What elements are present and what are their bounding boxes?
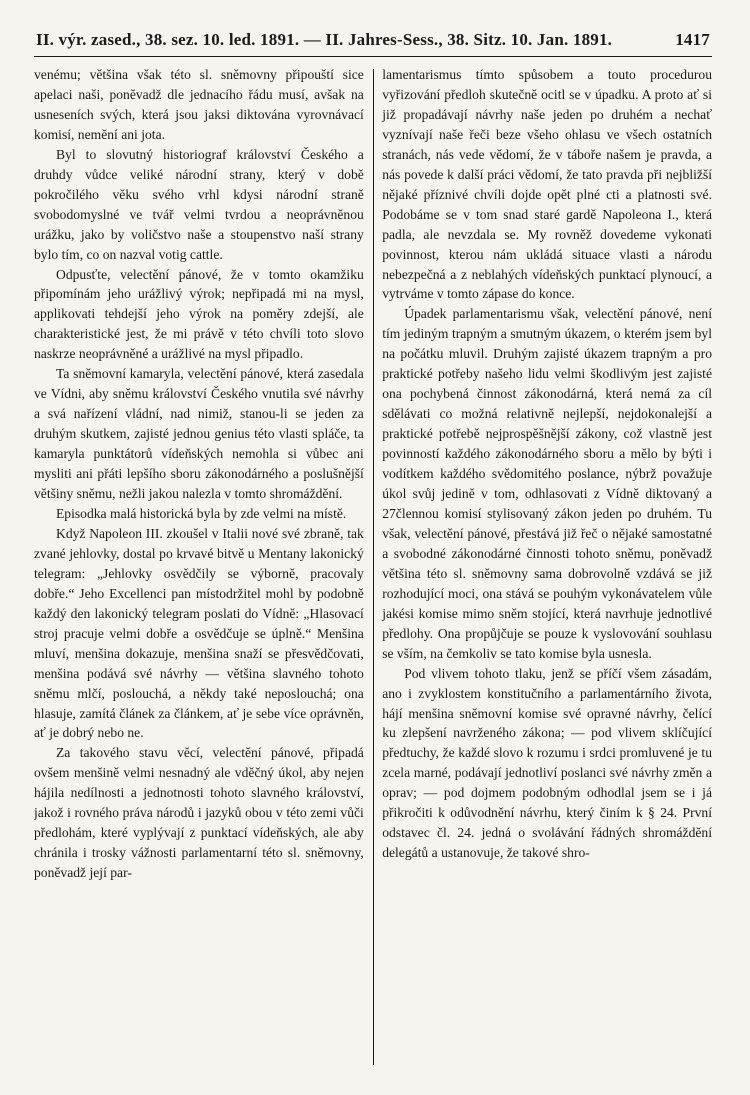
paragraph: Za takového stavu věcí, velectění pánové, připadá ovšem menšině velmi nesnadný ale vděčný úkol, aby nejen hájila nedílnosti a jednotnosti tohoto slavného království, jakož i rovného práva národů i jazyků obou v této zemi vůči předlohám, které vyplývají z punktací vídeňských, ale aby chránila i trosky vážnosti parlamentarní této sl. sněmovny, poněvadž její par- [34,745,364,881]
paragraph: Episodka malá historická byla by zde velmi na místě. [56,505,347,521]
paragraph: venému; většina však této sl. sněmovny připouští sice apelaci naši, poněvadž dle jednacího řádu musí, avšak na usneseních svých, která jsou jaksi diktována vyrovnávací komisí, nemění ani jota. [34,67,364,142]
header-session-info: II. výr. zased., 38. sez. 10. led. 1891. — II. Jahres-Sess., 38. Sitz. 10. Jan. 1891. [36,30,613,49]
paragraph: Byl to slovutný historiograf království Českého a druhdy vůdce veliké národní strany, který v době pokročilého věku svého vrhl kdysi národní straně svobodomyslné ve tvář velmi tvrdou a neoprávněnou urážku, jako by voličstvo naše a stoupenstvo naší strany bylo tím, co on nazval votig cattle. [34,146,364,262]
paragraph: Pod vlivem tohoto tlaku, jenž se příčí všem zásadám, ano i zvyklostem konstitučního a parlamentárního života, hájí menšina sněmovní komise své opravné návrhy, čelící ku zlepšení navrženého zákona; — pod vlivem sklíčující předtuchy, že každé slovo k rozumu i srdci promluvené je tu zcela marné, podávají jednotliví poslanci své návrhy změn a oprav; — pod dojmem podobným odhodlal jsem se i já přikročiti k odůvodnění návrhu, který činím k § 24. První odstavec čl. 24. jedná o svolávání řádných shromáždění delegátů a ustanovuje, že takové shro- [382,665,712,861]
left-column [34,65,373,1075]
paragraph: Odpusťte, velectění pánové, že v tomto okamžiku připomínám jeho urážlivý výrok; nepřipadá mi na mysl, applikovati tehdejší jeho výrok na poměry zdejší, ale charakteristické jest, že mi právě v této chvíli toto slovo naskrze neoprávněné a urážlivé na mysl připadlo. [34,266,364,362]
page-number: 1417 [675,30,710,49]
paragraph: Úpadek parlamentarismu však, velectění pánové, není tím jediným trapným a smutným úkazem, o kterém jsem byl na počátku mluvil. Druhým zajisté úkazem trapným a pro praktické potřeby našeho lidu velmi škodlivým jest zajisté ona pochybená činnost zákonodárná, která nemá za cíl sdělávati co možná relativně nejlepší, nejdokonalejší a praktické potřebě nejprospěšnější zákony, což vlastně jest povinností každého zákonodárného sboru a mělo by býti i vodítkem každého svědomitého poslance, nýbrž považuje úkol svůj jedině v tom, odhlasovati z Vídně diktovaný a 27člennou komisí stylisovaný zákon jeden po druhém. Tu však, velectění pánové, přestává již řeč o nějaké samostatné a svobodné zákonodárné činnosti tohoto sněmu, poněvadž většina této sl. sněmovny sama dobrovolně vzdává se již rozhodující moci, ona stává se pouhým vykonávatelem vůle jakési komise mimo sněm stojící, která navrhuje jednotlivé předlohy. Ona propůjčuje se pouze k vyslovování souhlasu se vším, na čemkoliv se tato komise byla usnesla. [382,306,712,661]
paragraph: Ta sněmovní kamaryla, velectění pánové, která zasedala ve Vídni, aby sněmu království Českého vnutila své návrhy a svá nařízení vládní, nad nimiž, stanou-li se jeden za druhým skutkem, zajisté jednou genius této vlasti spláče, ta kamaryla punktátorů vídeňských nemohla si vůbec ani mysliti ani přáti lepšího sboru zákonodárného a poslušnější většiny sněmu, nežli jakou nalezla v tomto shromáždění. [34,366,364,502]
right-column [374,65,712,1075]
text-columns [34,65,712,1075]
running-header [34,30,712,57]
paragraph: lamentarismus tímto spůsobem a touto procedurou vyřizování předloh skutečně ocitl se v úpadku. A proto ať si již propadávají návrhy naše jeden po druhém a nechať vyznívají naše řeči beze všeho ohlasu ve všech ostatních stranách, nás vede vědomí, že v táboře našem je pravda, a nás povede k další práci vědomí, že tato pravda při nejbližší nějaké příznivé chvíli dojde opět plné cti a platnosti své. Podobáme se v tom snad staré gardě Napoleona I., která padla, ale nevzdala se. My rovněž dovedeme vykonati povinnost, kterou nám ukládá situace vlasti a národu nebezpečná a z neblahých vídeňských punktací plynoucí, a vytrváme v tomto zápase do konce. [382,67,712,302]
paragraph: Když Napoleon III. zkoušel v Italii nové své zbraně, tak zvané jehlovky, dostal po krvavé bitvě u Mentany lakonický telegram: „Jehlovky osvědčily se výborně, pracovaly dobře.“ Jeho Excellenci pan místodržitel mohl by podobně každý den lakonický telegram poslati do Vídně: „Hlasovací stroj pracuje velmi dobře a osvědčuje se úplně.“ Menšina mluví, menšina dokazuje, menšina snaží se přesvědčovati, menšina podává své návrhy — většina slavného tohoto sněmu mlčí, poslouchá, a někdy také neposlouchá; ona hlasuje, zamítá článek za článkem, ať je sebe více oprávněn, ať je dobrý nebo ne. [34,525,364,741]
